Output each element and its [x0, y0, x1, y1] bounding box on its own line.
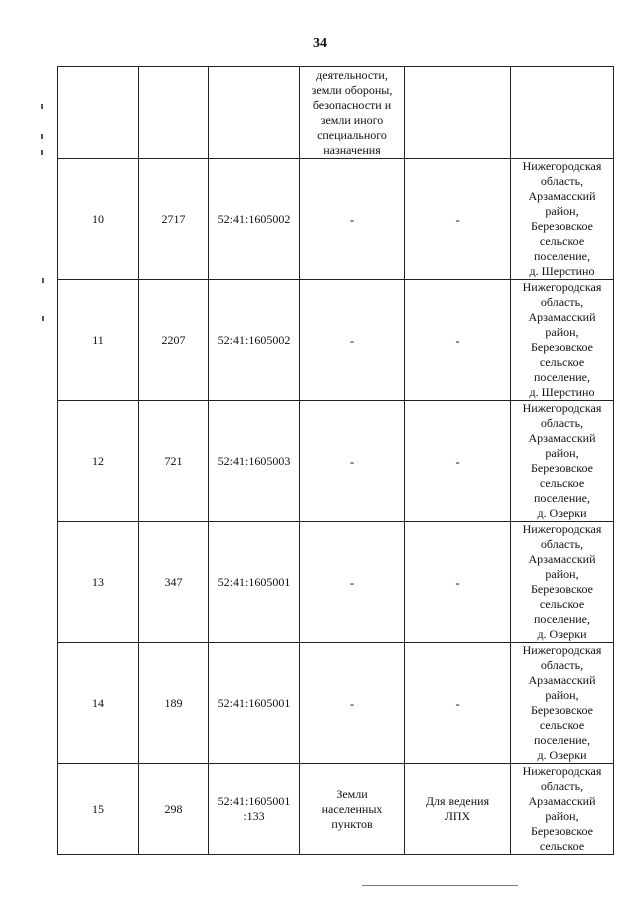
table-row	[58, 401, 614, 522]
cell-land-category: -	[300, 159, 405, 280]
cell-cadastral-number: 52:41:1605001	[209, 522, 300, 643]
cell-empty	[139, 67, 209, 159]
cell-permitted-use: -	[405, 159, 511, 280]
cell-area: 347	[139, 522, 209, 643]
cell-land-category: -	[300, 643, 405, 764]
cell-permitted-use: -	[405, 280, 511, 401]
cell-land-category: -	[300, 280, 405, 401]
cell-number: 14	[58, 643, 139, 764]
margin-mark	[42, 316, 44, 321]
cell-area: 721	[139, 401, 209, 522]
cell-land-category: -	[300, 522, 405, 643]
cell-area: 2207	[139, 280, 209, 401]
cell-cadastral-number: 52:41:1605002	[209, 280, 300, 401]
cell-number: 15	[58, 764, 139, 855]
cell-address: Нижегородская область, Арзамасский район, Березовское сельское поселение, д. Шерстино	[511, 280, 614, 401]
table-row	[58, 522, 614, 643]
cell-number: 12	[58, 401, 139, 522]
table-row-continued	[58, 67, 614, 159]
cell-cadastral-number: 52:41:1605002	[209, 159, 300, 280]
table-row	[58, 643, 614, 764]
cell-address: Нижегородская область, Арзамасский район, Березовское сельское поселение, д. Озерки	[511, 522, 614, 643]
table-row	[58, 280, 614, 401]
cell-number: 11	[58, 280, 139, 401]
cell-number: 13	[58, 522, 139, 643]
footer-rule	[362, 885, 518, 886]
cell-cadastral-number: 52:41:1605001	[209, 643, 300, 764]
cell-permitted-use: Для ведения ЛПХ	[405, 764, 511, 855]
cell-category-continued: деятельности, земли обороны, безопасности и земли иного специального назначения	[300, 67, 405, 159]
land-parcels-table	[57, 66, 614, 855]
page-number: 34	[313, 36, 327, 51]
margin-mark	[41, 134, 43, 139]
cell-permitted-use: -	[405, 401, 511, 522]
cell-empty	[209, 67, 300, 159]
cell-address: Нижегородская область, Арзамасский район, Березовское сельское	[511, 764, 614, 855]
cell-permitted-use: -	[405, 643, 511, 764]
margin-mark	[42, 278, 44, 283]
cell-address: Нижегородская область, Арзамасский район, Березовское сельское поселение, д. Озерки	[511, 643, 614, 764]
cell-area: 189	[139, 643, 209, 764]
table-row	[58, 159, 614, 280]
cell-cadastral-number: 52:41:1605001 :133	[209, 764, 300, 855]
margin-mark	[41, 104, 43, 109]
cell-land-category: -	[300, 401, 405, 522]
cell-permitted-use: -	[405, 522, 511, 643]
cell-area: 2717	[139, 159, 209, 280]
cell-empty	[58, 67, 139, 159]
cell-land-category: Земли населенных пунктов	[300, 764, 405, 855]
cell-empty	[405, 67, 511, 159]
cell-cadastral-number: 52:41:1605003	[209, 401, 300, 522]
cell-address: Нижегородская область, Арзамасский район, Березовское сельское поселение, д. Шерстино	[511, 159, 614, 280]
margin-mark	[41, 150, 43, 155]
cell-empty	[511, 67, 614, 159]
cell-area: 298	[139, 764, 209, 855]
table-row	[58, 764, 614, 855]
cell-address: Нижегородская область, Арзамасский район, Березовское сельское поселение, д. Озерки	[511, 401, 614, 522]
cell-number: 10	[58, 159, 139, 280]
